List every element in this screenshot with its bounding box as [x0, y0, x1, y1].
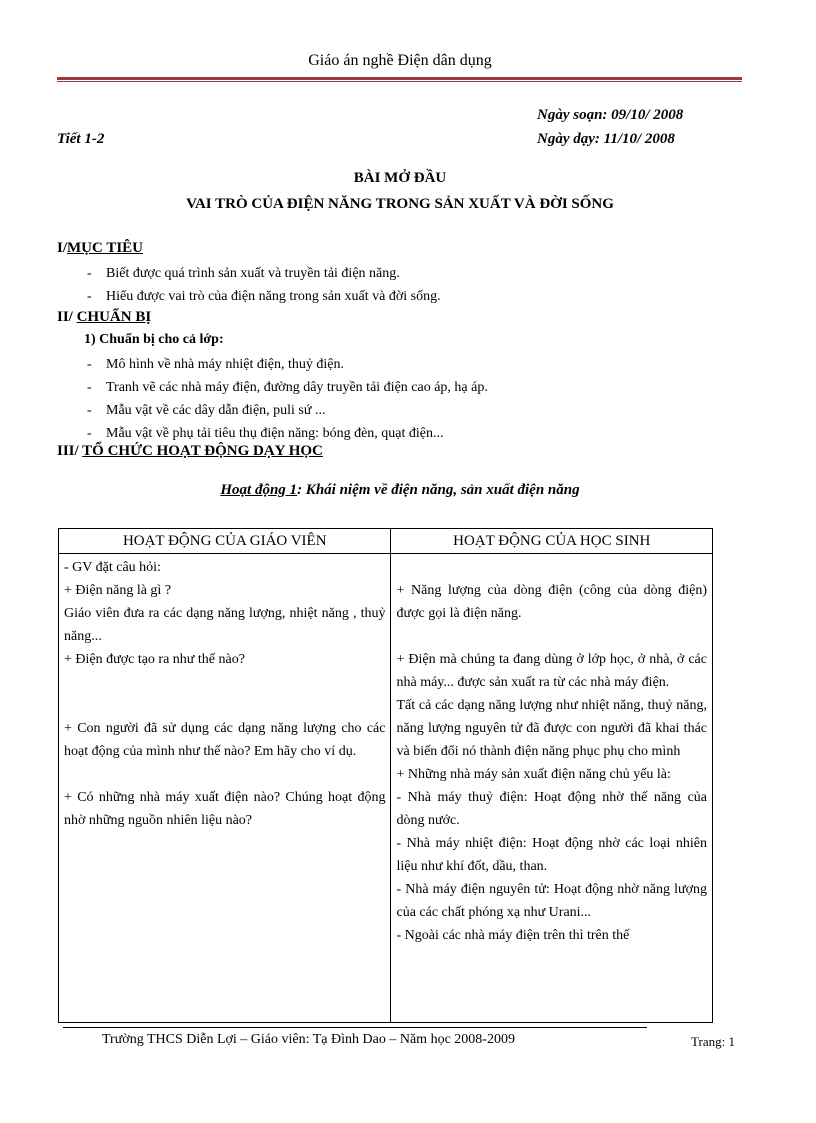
list-item: - Mẫu vật về các dây dẫn điện, puli sứ ... — [87, 403, 326, 418]
student-lines — [396, 556, 707, 947]
list-item: - Biết được quá trình sản xuất và truyền tải điện năng. — [87, 266, 400, 281]
teach-date: Ngày dạy: 11/10/ 2008 — [537, 131, 675, 147]
section-prepare-heading — [57, 309, 151, 326]
date-block — [537, 103, 683, 151]
teacher-paragraph: + Có những nhà máy xuất điện nào? Chúng hoạt động nhờ những nguồn nhiên liệu nào? — [64, 790, 386, 828]
student-paragraph: Tất cả các dạng năng lượng như nhiệt năng, thuỷ năng, năng lượng nguyên tử đã được con người đã khai thác và biến đổi nó thành điện năng phục phụ cho mình — [396, 698, 707, 759]
prepare-list — [87, 353, 488, 445]
prep-date: Ngày soạn: 09/10/ 2008 — [537, 107, 684, 123]
lesson-subtitle: VAI TRÒ CỦA ĐIỆN NĂNG TRONG SẢN XUẤT VÀ ĐỜI SỐNG — [186, 196, 614, 212]
section-activities-heading — [57, 443, 323, 460]
student-column-header: HOẠT ĐỘNG CỦA HỌC SINH — [391, 529, 713, 554]
footer-rule — [63, 1027, 647, 1028]
section-prefix: II/ — [57, 309, 73, 325]
activity-title: : Khái niệm về điện năng, sản xuất điện năng — [297, 482, 580, 498]
section-prefix: I/ — [57, 240, 68, 256]
list-item: - Mô hình về nhà máy nhiệt điện, thuỷ điện. — [87, 357, 344, 372]
teacher-paragraph — [64, 694, 385, 717]
student-paragraph — [396, 556, 707, 579]
student-paragraph: + Những nhà máy sản xuất điện năng chủ yếu là: — [396, 767, 671, 782]
teacher-cell — [59, 554, 391, 1023]
list-item: - Mẫu vật về phụ tải tiêu thụ điện năng: bóng đèn, quạt điện... — [87, 426, 444, 441]
footer-text: Trường THCS Diễn Lợi – Giáo viên: Tạ Đình Dao – Năm học 2008-2009 — [102, 1032, 515, 1047]
student-paragraph: - Nhà máy điện nguyên tử: Hoạt động nhờ năng lượng của các chất phóng xạ như Urani... — [396, 882, 707, 920]
lesson-title: BÀI MỞ ĐẦU — [353, 170, 447, 186]
teacher-lines — [64, 556, 385, 832]
teacher-paragraph: + Con người đã sử dụng các dạng năng lượng cho các hoạt động của mình như thế nào? Em hãy cho ví dụ. — [64, 721, 386, 759]
prepare-subheading: 1) Chuẩn bị cho cả lớp: — [84, 332, 224, 347]
activity-table — [58, 528, 713, 1023]
student-paragraph: + Điện mà chúng ta đang dùng ở lớp học, ở nhà, ở các nhà máy... được sản xuất ra từ các nhà máy điện. — [396, 652, 707, 690]
teacher-paragraph — [64, 763, 385, 786]
teacher-paragraph: + Điện được tạo ra như thế nào? — [64, 652, 245, 667]
student-paragraph: - Nhà máy thuỷ điện: Hoạt động nhờ thế năng của dòng nước. — [396, 790, 707, 828]
objectives-list — [87, 262, 441, 308]
activity-heading — [0, 482, 800, 499]
section-label: TỔ CHỨC HOẠT ĐỘNG DẠY HỌC — [82, 443, 323, 459]
teacher-paragraph: - GV đặt câu hỏi: — [64, 560, 161, 575]
student-paragraph: - Nhà máy nhiệt điện: Hoạt động nhờ các loại nhiên liệu như khí đốt, dầu, than. — [396, 836, 707, 874]
student-paragraph — [396, 625, 707, 648]
teacher-column-header: HOẠT ĐỘNG CỦA GIÁO VIÊN — [59, 529, 391, 554]
section-prefix: III/ — [57, 443, 79, 459]
list-item: - Hiểu được vai trò của điện năng trong sản xuất và đời sống. — [87, 289, 441, 304]
student-paragraph: - Ngoài các nhà máy điện trên thì trên thế — [396, 928, 630, 943]
lesson-number: Tiết 1-2 — [57, 131, 105, 147]
header-rule — [57, 77, 742, 82]
student-paragraph: + Năng lượng của dòng điện (công của dòng điện) được gọi là điện năng. — [396, 583, 707, 621]
list-item: - Tranh vẽ các nhà máy điện, đường dây truyền tải điện cao áp, hạ áp. — [87, 380, 488, 395]
page-number: Trang: 1 — [691, 1034, 735, 1049]
section-label: CHUẨN BỊ — [76, 309, 152, 325]
teacher-paragraph — [64, 671, 385, 694]
table-header-row — [59, 529, 713, 554]
teacher-paragraph: + Điện năng là gì ? — [64, 583, 172, 598]
student-cell — [391, 554, 713, 1023]
teacher-paragraph: Giáo viên đưa ra các dạng năng lượng, nhiệt năng , thuỷ năng... — [64, 606, 386, 644]
header-title: Giáo án nghề Điện dân dụng — [308, 52, 492, 69]
activity-label: Hoạt động 1 — [220, 482, 298, 498]
section-objectives-heading — [57, 240, 143, 257]
section-label: MỤC TIÊU — [67, 240, 143, 256]
table-row — [59, 554, 713, 1023]
